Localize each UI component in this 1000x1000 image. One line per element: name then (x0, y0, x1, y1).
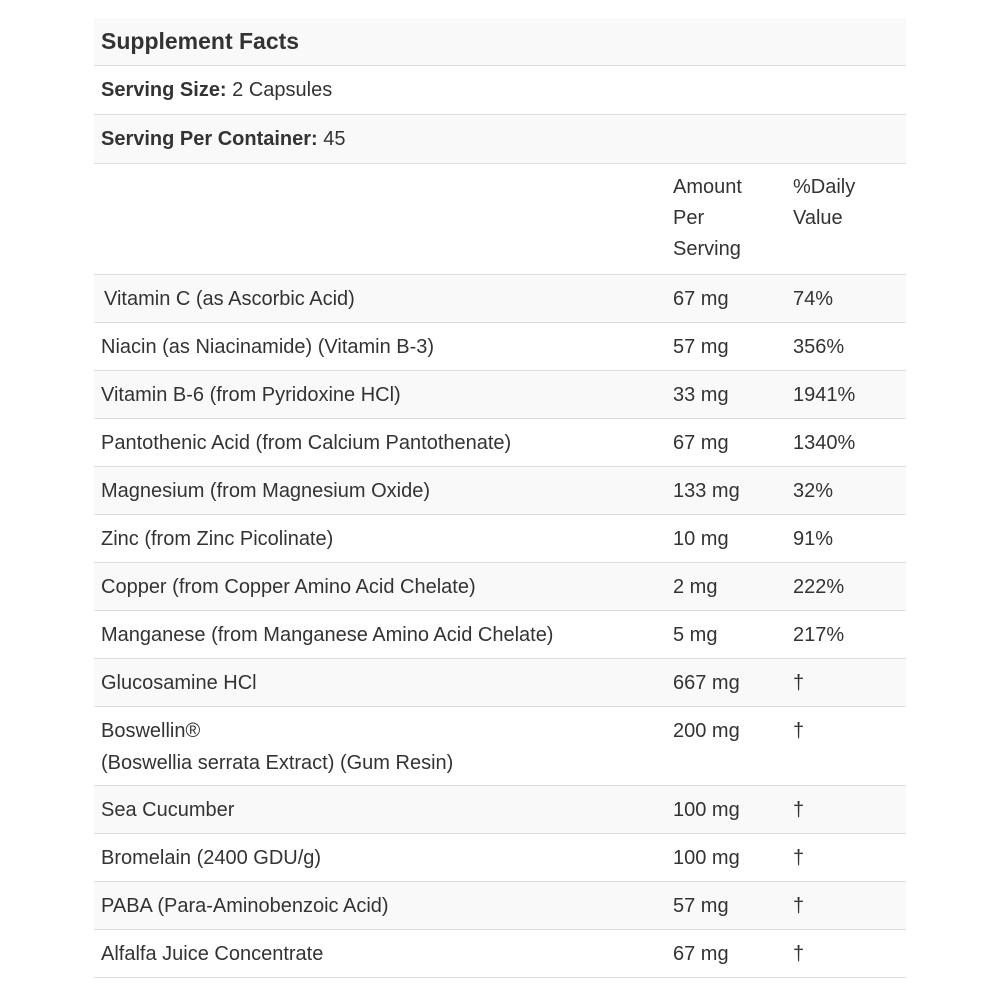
ingredient-daily-value: † (793, 895, 805, 917)
table-row (94, 882, 906, 930)
table-row (94, 371, 906, 419)
ingredient-daily-value: 32% (793, 480, 834, 502)
amount-column-header: Amount Per Serving (673, 176, 742, 260)
ingredient-amount: 10 mg (673, 528, 729, 550)
ingredient-name: Sea Cucumber (101, 799, 235, 821)
ingredient-name: Pantothenic Acid (from Calcium Pantothenate) (101, 432, 512, 454)
ingredient-name: Glucosamine HCl (101, 672, 257, 694)
ingredient-amount: 67 mg (673, 432, 729, 454)
column-header-row (94, 164, 906, 275)
ingredient-amount: 57 mg (673, 895, 729, 917)
servings-per-container-row (94, 115, 906, 164)
ingredient-daily-value: 1340% (793, 432, 856, 454)
table-row (94, 611, 906, 659)
ingredient-name: Manganese (from Manganese Amino Acid Chelate) (101, 624, 554, 646)
table-row (94, 515, 906, 563)
ingredient-amount: 33 mg (673, 384, 729, 406)
table-row (94, 930, 906, 978)
ingredient-daily-value: 356% (793, 336, 845, 358)
ingredient-amount: 133 mg (673, 480, 740, 502)
table-row (94, 786, 906, 834)
ingredient-amount: 100 mg (673, 799, 740, 821)
ingredient-amount: 2 mg (673, 576, 718, 598)
ingredient-daily-value: 91% (793, 528, 834, 550)
ingredient-column-header (94, 164, 667, 274)
ingredient-name: PABA (Para-Aminobenzoic Acid) (101, 895, 389, 917)
ingredient-daily-value: † (793, 720, 805, 742)
table-row (94, 707, 906, 786)
daily-value-column-header: %Daily Value (793, 176, 856, 229)
ingredient-name: Vitamin B-6 (from Pyridoxine HCl) (101, 384, 401, 406)
ingredient-name: Boswellin® (Boswellia serrata Extract) (Gum Resin) (101, 720, 454, 774)
ingredient-daily-value: 1941% (793, 384, 856, 406)
serving-size-row (94, 66, 906, 115)
table-row (94, 467, 906, 515)
table-row (94, 563, 906, 611)
ingredient-name: Zinc (from Zinc Picolinate) (101, 528, 334, 550)
supplement-facts-table (94, 18, 906, 978)
ingredient-daily-value: 222% (793, 576, 845, 598)
ingredient-name: Magnesium (from Magnesium Oxide) (101, 480, 430, 502)
ingredient-name: Bromelain (2400 GDU/g) (101, 847, 322, 869)
table-row (94, 275, 906, 323)
ingredient-amount: 100 mg (673, 847, 740, 869)
servings-per-container-value: 45 (323, 128, 346, 150)
title-row (94, 18, 906, 66)
ingredient-name: Copper (from Copper Amino Acid Chelate) (101, 576, 476, 598)
ingredient-amount: 57 mg (673, 336, 729, 358)
serving-size-value: 2 Capsules (232, 79, 333, 101)
supplement-facts-title: Supplement Facts (101, 28, 300, 54)
ingredient-daily-value: † (793, 672, 805, 694)
ingredient-amount: 5 mg (673, 624, 718, 646)
table-row (94, 419, 906, 467)
ingredient-daily-value: † (793, 847, 805, 869)
serving-size-label: Serving Size: (101, 79, 227, 101)
table-row (94, 659, 906, 707)
ingredient-amount: 67 mg (673, 943, 729, 965)
ingredient-daily-value: 74% (793, 288, 834, 310)
ingredient-name: Niacin (as Niacinamide) (Vitamin B-3) (101, 336, 435, 358)
ingredient-daily-value: 217% (793, 624, 845, 646)
ingredient-daily-value: † (793, 799, 805, 821)
table-row (94, 834, 906, 882)
ingredient-name: Vitamin C (as Ascorbic Acid) (104, 288, 355, 310)
ingredient-amount: 667 mg (673, 672, 740, 694)
table-row (94, 323, 906, 371)
ingredient-amount: 67 mg (673, 288, 729, 310)
ingredient-name: Alfalfa Juice Concentrate (101, 943, 324, 965)
ingredient-daily-value: † (793, 943, 805, 965)
ingredient-amount: 200 mg (673, 720, 740, 742)
servings-per-container-label: Serving Per Container: (101, 128, 318, 150)
